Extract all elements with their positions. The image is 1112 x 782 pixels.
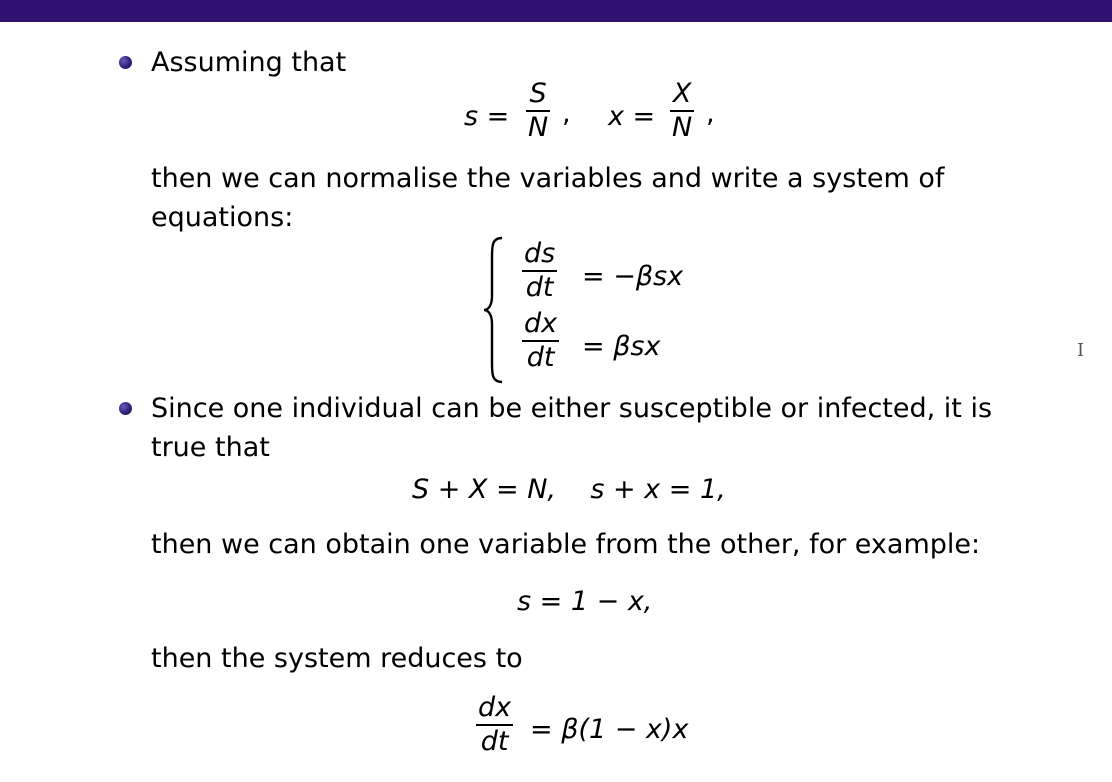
comma: , [706,98,715,129]
bullet-icon [119,56,132,69]
bullet-1-text-line-2: equations: [151,202,294,233]
s-denominator: N [528,112,549,143]
left-brace [482,236,506,384]
ds-numerator: ds [524,238,556,269]
dt-denominator: dt [522,340,559,374]
s-numerator: S [529,78,547,109]
s-fraction [526,78,550,144]
x-numerator: X [672,78,692,109]
slide-header-bar [0,0,1112,22]
dt-denominator: dt [476,724,513,758]
comma: , [562,98,571,129]
bullet-2-intro-line-1: Since one individual can be either susceptible or infected, it is [151,393,993,424]
x-denominator: N [672,112,693,143]
bullet-2-intro-line-2: true that [151,432,270,463]
text-cursor-icon: I [1077,340,1085,361]
equation-substitution: s = 1 − x, [517,586,653,617]
row-2-rhs: = βsx [582,331,661,362]
bullet-1-intro: Assuming that [151,47,347,78]
dx-numerator: dx [524,308,558,339]
bullet-1-text-line-1: then we can normalise the variables and write a system of [151,163,945,194]
s-lhs: s = [464,101,510,132]
bullet-2-text-line-2: then the system reduces to [151,643,523,674]
x-lhs: x = [608,101,656,132]
dx-numerator: dx [478,692,512,723]
reduced-rhs: = β(1 − x)x [530,714,689,745]
dx-dt-fraction [476,692,513,758]
equation-conservation: S + X = N, s + x = 1, [412,474,726,505]
x-fraction [670,78,694,144]
ds-dt-fraction [522,238,557,304]
dx-dt-fraction [522,308,559,374]
bullet-icon [119,402,132,415]
row-1-rhs: = −βsx [582,261,684,292]
bullet-2-text-line-1: then we can obtain one variable from the other, for example: [151,529,981,560]
dt-denominator: dt [522,270,557,304]
